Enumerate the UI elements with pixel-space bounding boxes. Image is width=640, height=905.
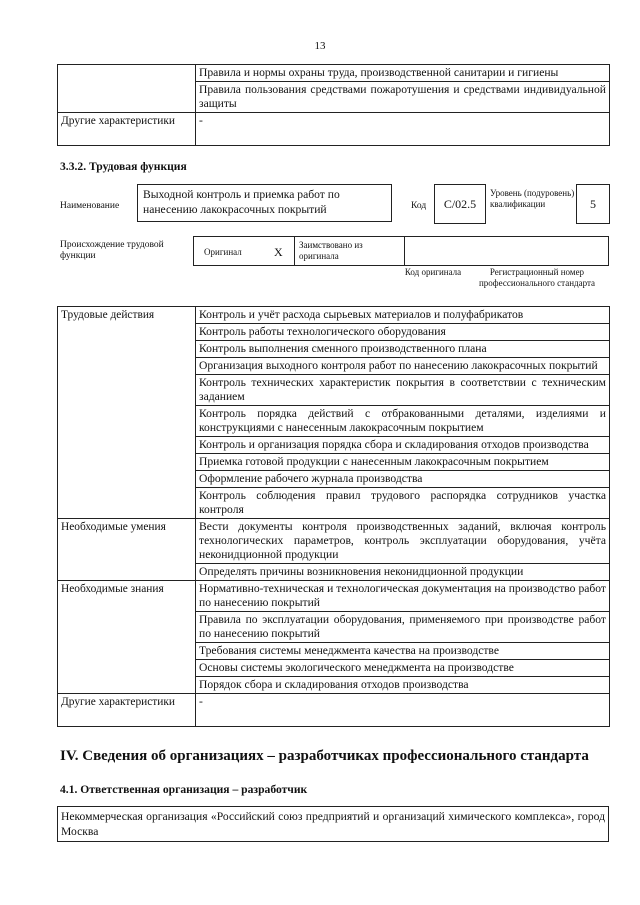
table-cell: Контроль порядка действий с отбракованными деталями, изделиями и конструкциями с нанесенным лакокрасочным покрытием [196, 406, 610, 437]
qualification-level: 5 [576, 184, 610, 224]
function-code: C/02.5 [434, 184, 486, 224]
top-table-cell: - [196, 113, 610, 146]
table-cell: Определять причины возникновения неконидционной продукции [196, 564, 610, 581]
table-cell: Требования системы менеджмента качества на производстве [196, 643, 610, 660]
org-name: Некоммерческая организация «Российский союз предприятий и организаций химического комплекса», город Москва [57, 806, 609, 842]
original-mark: X [274, 245, 283, 259]
row-label-knowledge: Необходимые знания [58, 581, 196, 694]
level-label: Уровень (подуровень) квалификации [490, 188, 575, 209]
section-iv-heading: IV. Сведения об организациях – разработчиках профессионального стандарта [60, 748, 589, 764]
main-table [57, 306, 610, 727]
section-41-heading: 4.1. Ответственная организация – разработчик [60, 783, 308, 796]
origin-divider [294, 237, 295, 265]
top-table-cell: Правила и нормы охраны труда, производственной санитарии и гигиены [196, 65, 610, 82]
top-table-label: Другие характеристики [58, 113, 196, 146]
table-cell: Организация выходного контроля работ по нанесению лакокрасочных покрытий [196, 358, 610, 375]
function-name: Выходной контроль и приемка работ по нанесению лакокрасочных покрытий [137, 184, 392, 222]
top-table-cell: Правила пользования средствами пожаротушения и средствами индивидуальной защиты [196, 82, 610, 113]
origin-divider [404, 237, 405, 265]
page-number: 13 [314, 40, 326, 52]
table-cell: Вести документы контроля производственных заданий, включая контроль технологических параметров, контроль эксплуатации оборудования, учёта неконидционной продукции [196, 519, 610, 564]
table-cell: Контроль технических характеристик покрытия в соответствии с техническим заданием [196, 375, 610, 406]
table-cell: Контроль и организация порядка сбора и складирования отходов производства [196, 437, 610, 454]
origin-table [193, 236, 609, 266]
borrowed-label: Заимствовано из оригинала [299, 240, 363, 261]
row-label-actions: Трудовые действия [58, 307, 196, 519]
code-original-label: Код оригинала [404, 267, 462, 277]
table-cell: Приемка готовой продукции с нанесенным лакокрасочным покрытием [196, 454, 610, 471]
name-label: Наименование [60, 201, 120, 211]
code-label: Код [411, 201, 427, 211]
table-cell: Контроль работы технологического оборудования [196, 324, 610, 341]
top-table [57, 64, 610, 146]
reg-number-label: Регистрационный номер профессионального стандарта [478, 267, 596, 288]
table-cell: Контроль выполнения сменного производственного плана [196, 341, 610, 358]
origin-label: Происхождение трудовой функции [60, 240, 164, 261]
table-cell: Порядок сбора и складирования отходов производства [196, 677, 610, 694]
row-label-skills: Необходимые умения [58, 519, 196, 581]
section-heading-332: 3.3.2. Трудовая функция [60, 160, 187, 173]
table-cell: Правила по эксплуатации оборудования, применяемого при производстве работ по нанесению покрытий [196, 612, 610, 643]
table-cell: Нормативно-техническая и технологическая документация на производство работ по нанесению покрытий [196, 581, 610, 612]
table-cell: - [196, 694, 610, 727]
row-label-other: Другие характеристики [58, 694, 196, 727]
table-cell: Оформление рабочего журнала производства [196, 471, 610, 488]
table-cell: Контроль и учёт расхода сырьевых материалов и полуфабрикатов [196, 307, 610, 324]
top-table-empty-label [58, 65, 196, 113]
table-cell: Основы системы экологического менеджмента на производстве [196, 660, 610, 677]
original-label: Оригинал [204, 247, 242, 257]
table-cell: Контроль соблюдения правил трудового распорядка сотрудников участка контроля [196, 488, 610, 519]
